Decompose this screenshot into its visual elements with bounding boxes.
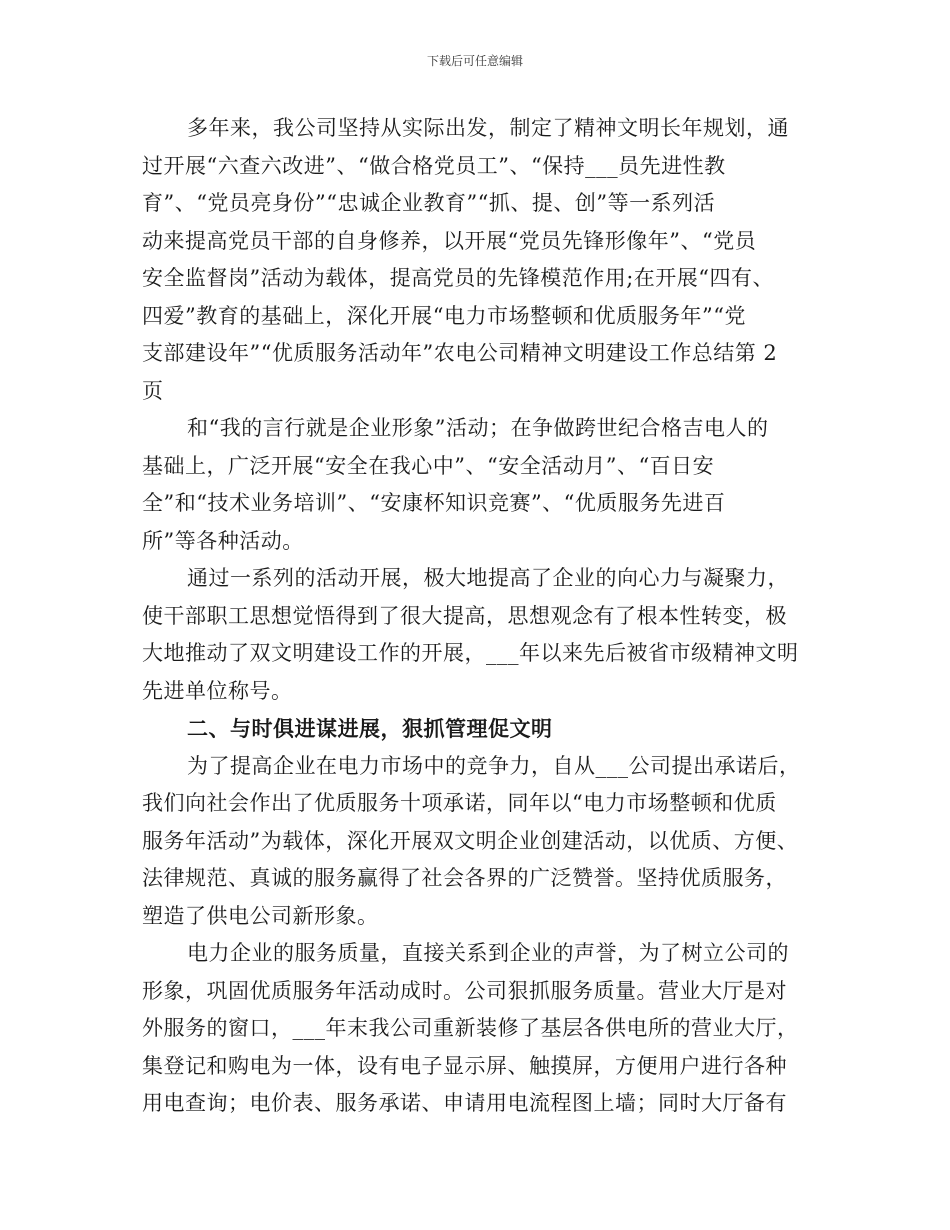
text-line: 大地推动了双文明建设工作的开展，___年以来先后被省市级精神文明 <box>142 641 799 665</box>
text-line: 所”等各种活动。 <box>142 528 304 553</box>
text-line: 电力企业的服务质量，直接关系到企业的声誉，为了树立公司的 <box>187 941 789 965</box>
text-line: 塑造了供电公司新形象。 <box>142 903 379 928</box>
page-header: 下载后可任意编辑 <box>426 54 523 68</box>
text-line: 育”、“党员亮身份”“忠诚企业教育”“抓、提、创”等一系列活 <box>142 191 716 215</box>
text-line: 使干部职工思想觉悟得到了很大提高，思想观念有了根本性转变，极 <box>142 603 787 628</box>
document-body <box>142 110 812 1123</box>
text-line: 多年来，我公司坚持从实际出发，制定了精神文明长年规划，通 <box>187 116 789 140</box>
text-line: 服务年活动”为载体，深化开展双文明企业创建活动，以优质、方便、 <box>142 828 799 853</box>
text-line: 法律规范、真诚的服务赢得了社会各界的广泛赞誉。坚持优质服务， <box>142 866 787 890</box>
text-line: 为了提高企业在电力市场中的竞争力，自从___公司提出承诺后， <box>187 753 801 778</box>
text-line: 四爱”教育的基础上，深化开展“电力市场整顿和优质服务年”“党 <box>142 303 746 328</box>
text-line: 支部建设年”“优质服务活动年”农电公司精神文明建设工作总结第 2 <box>142 341 778 365</box>
text-line: 我们向社会作出了优质服务十项承诺，同年以“电力市场整顿和优质 <box>142 791 777 815</box>
text-line: 基础上，广泛开展“安全在我心中”、“安全活动月”、“百日安 <box>142 453 715 478</box>
text-line: 集登记和购电为一体，设有电子显示屏、触摸屏，方便用户进行各种 <box>142 1053 787 1078</box>
text-line: 形象，巩固优质服务年活动成时。公司狠抓服务质量。营业大厅是对 <box>142 978 787 1003</box>
text-line: 和“我的言行就是企业形象”活动；在争做跨世纪合格吉电人的 <box>187 416 769 440</box>
text-line: 通过一系列的活动开展，极大地提高了企业的向心力与凝聚力， <box>187 566 789 590</box>
section-heading: 二、与时俱进谋进展，狠抓管理促文明 <box>187 716 553 741</box>
text-line: 全”和“技术业务培训”、“安康杯知识竞赛”、“优质服务先进百 <box>142 491 726 515</box>
text-line: 页 <box>142 378 164 403</box>
text-line: 安全监督岗”活动为载体，提高党员的先锋模范作用;在开展“四有、 <box>142 266 775 290</box>
text-line: 动来提高党员干部的自身修养，以开展“党员先锋形像年”、“党员 <box>142 228 757 253</box>
text-line: 外服务的窗口，___年末我公司重新装修了基层各供电所的营业大厅， <box>142 1016 799 1040</box>
text-line: 先进单位称号。 <box>142 678 293 703</box>
text-line: 用电查询；电价表、服务承诺、申请用电流程图上墙；同时大厅备有 <box>142 1091 787 1115</box>
text-line: 过开展“六查六改进”、“做合格党员工”、“保持___员先进性教 <box>142 153 726 178</box>
